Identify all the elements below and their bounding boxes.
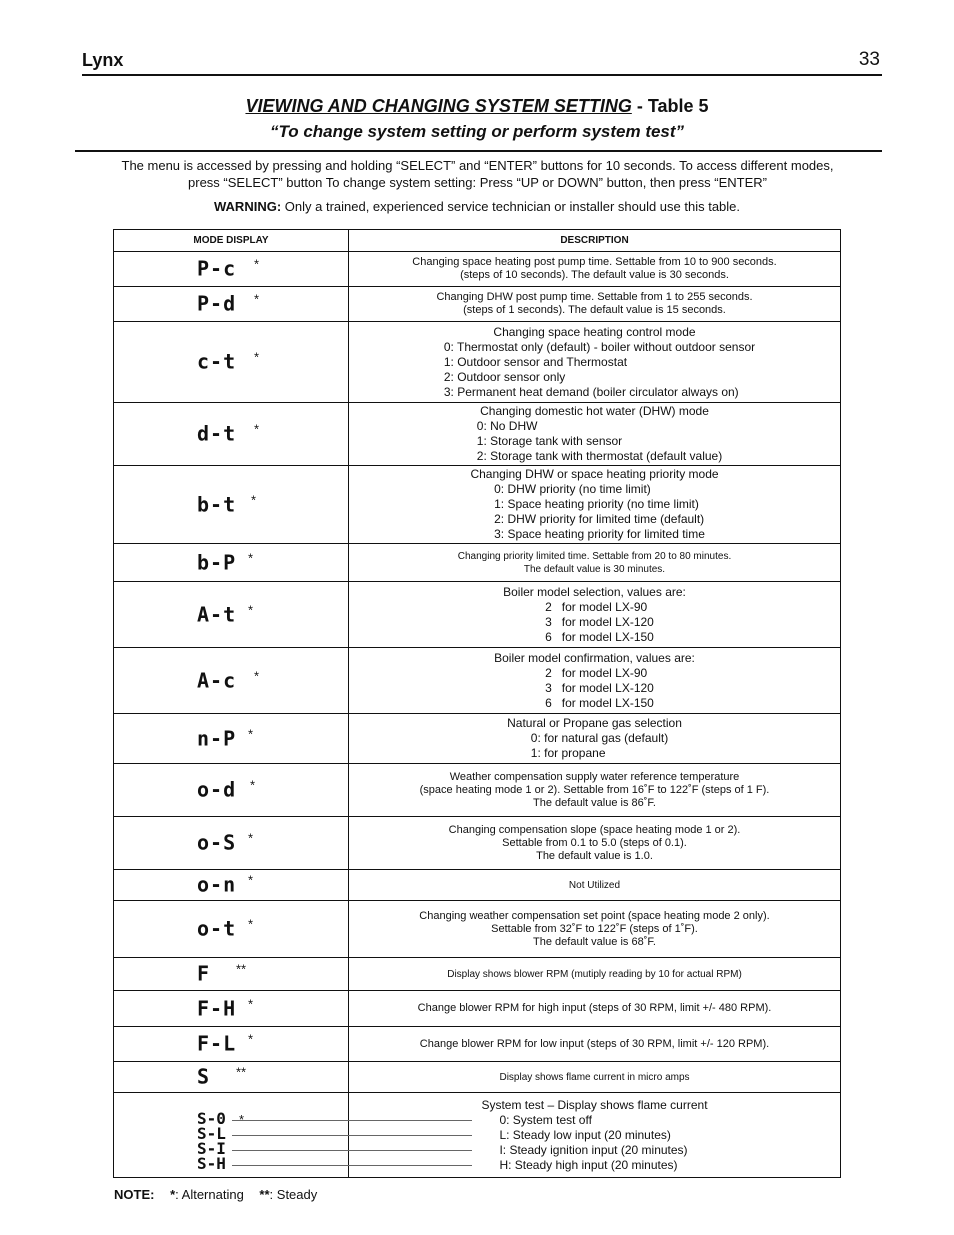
description-line: Changing weather compensation set point (space heating mode 2 only). <box>419 909 770 922</box>
option-item: L: Steady low input (20 minutes) <box>499 1127 671 1142</box>
description-line: Changing DHW post pump time. Settable from 1 to 255 seconds. <box>436 291 753 303</box>
mode-code: o-n <box>197 872 237 897</box>
option-list <box>545 666 654 711</box>
option-item: 3: Permanent heat demand (boiler circulator always on) <box>443 384 739 399</box>
mode-display-cell <box>114 714 349 763</box>
mode-display-cell <box>114 764 349 816</box>
leader-line <box>232 1135 472 1136</box>
option-item: I: Steady ignition input (20 minutes) <box>499 1142 688 1157</box>
description-line: Changing priority limited time. Settable from 20 to 80 minutes. <box>457 550 732 562</box>
leader-line <box>232 1165 472 1166</box>
description-heading: Changing space heating control mode <box>493 324 696 339</box>
description-line: (steps of 1 seconds). The default value is 15 seconds. <box>463 304 726 316</box>
description-line: (steps of 10 seconds). The default value is 30 seconds. <box>460 269 729 281</box>
option-item: 0: for natural gas (default) <box>530 731 669 745</box>
mode-mark: * <box>248 725 254 741</box>
option-item: 6 for model LX-150 <box>545 695 654 710</box>
mode-code: F-H <box>197 996 237 1021</box>
mode-mark: * <box>248 601 254 617</box>
option-item: 3: Space heating priority for limited time <box>494 527 705 541</box>
title-separator: - <box>631 96 648 116</box>
settings-table <box>113 229 841 1178</box>
table-row <box>114 991 840 1027</box>
option-item: 2: Storage tank with thermostat (default value) <box>476 449 723 463</box>
description-line: The default value is 86˚F. <box>533 796 656 809</box>
mode-mark: * <box>248 995 254 1011</box>
table-row <box>114 764 840 817</box>
mode-code: n-P <box>197 726 237 751</box>
option-item: 0: System test off <box>499 1112 592 1127</box>
warning-body: Only a trained, experienced service technician or installer should use this table. <box>281 199 741 214</box>
table-row <box>114 403 840 466</box>
description-cell <box>349 1027 840 1061</box>
description-cell <box>349 287 840 321</box>
description-cell <box>349 958 840 990</box>
description-heading: System test – Display shows flame current <box>481 1097 708 1112</box>
table-row <box>114 648 840 714</box>
mode-code: A-c <box>197 668 237 693</box>
description-cell <box>349 322 840 402</box>
mode-display-cell <box>114 1062 349 1092</box>
description-cell <box>349 714 840 763</box>
table-row <box>114 287 840 322</box>
system-test-row <box>114 1093 840 1177</box>
description-line: Weather compensation supply water reference temperature <box>449 770 740 783</box>
mode-mark: ** <box>236 1064 247 1080</box>
table-row <box>114 252 840 287</box>
mode-code: F-L <box>197 1031 237 1056</box>
table-row <box>114 901 840 958</box>
mode-mark: * <box>248 830 254 846</box>
option-item: H: Steady high input (20 minutes) <box>499 1157 678 1172</box>
mode-display-cell <box>114 544 349 581</box>
mode-display-cell <box>114 287 349 321</box>
description-cell <box>349 466 840 543</box>
system-test-code: S-I <box>197 1139 226 1158</box>
table-row <box>114 322 840 403</box>
system-test-code: S-H <box>197 1154 226 1173</box>
mode-code: b-P <box>197 550 237 575</box>
system-test-code: S-L <box>197 1124 226 1143</box>
mode-mark: * <box>248 1031 254 1047</box>
description-cell <box>349 764 840 816</box>
mode-mark: * <box>254 256 260 272</box>
table-label: Table 5 <box>647 96 709 116</box>
description-line: The default value is 30 minutes. <box>523 563 666 575</box>
table-header-row <box>114 230 840 252</box>
mode-display-cell <box>114 991 349 1026</box>
mode-code: S <box>197 1064 211 1089</box>
description-cell <box>349 252 840 286</box>
note-label: NOTE: <box>114 1187 155 1202</box>
description-line: The default value is 1.0. <box>536 849 653 862</box>
mode-display-cell <box>114 252 349 286</box>
description-line: Settable from 0.1 to 5.0 (steps of 0.1). <box>502 836 687 849</box>
description-line: Display shows flame current in micro amps <box>499 1071 690 1083</box>
note-alt-mark: * <box>170 1187 176 1202</box>
option-item: 2 for model LX-90 <box>545 665 648 680</box>
description-line: The default value is 68˚F. <box>533 935 656 948</box>
description-line: Not Utilized <box>568 879 621 891</box>
mode-code: b-t <box>197 492 237 517</box>
table-row <box>114 870 840 901</box>
mode-mark: * <box>248 872 254 888</box>
table-row <box>114 958 840 991</box>
mode-code: P-d <box>197 291 237 316</box>
page-subtitle: “To change system setting or perform system test” <box>269 122 685 141</box>
page-title <box>0 96 954 117</box>
description-line: (space heating mode 1 or 2). Settable from 16˚F to 122˚F (steps of 1 F). <box>419 783 770 796</box>
option-item: 2: DHW priority for limited time (default) <box>494 512 705 526</box>
table-row <box>114 466 840 544</box>
page-number: 33 <box>858 49 880 70</box>
description-line: Display shows blower RPM (mutiply reading by 10 for actual RPM) <box>447 968 742 980</box>
intro-text <box>80 157 875 191</box>
description-cell <box>349 648 840 713</box>
mode-display-cell <box>114 582 349 647</box>
title-main: VIEWING AND CHANGING SYSTEM SETTING <box>245 96 632 116</box>
description-cell <box>349 991 840 1026</box>
description-heading: Boiler model confirmation, values are: <box>494 650 695 665</box>
mode-mark: * <box>248 916 254 932</box>
mode-code: c-t <box>197 349 237 374</box>
mode-code: d-t <box>197 421 237 446</box>
option-list <box>499 1113 687 1173</box>
mode-display-cell <box>114 870 349 900</box>
table-row <box>114 1027 840 1062</box>
option-item: 3 for model LX-120 <box>545 614 654 629</box>
mode-display-cell <box>114 403 349 465</box>
note-steady-mark: ** <box>259 1187 270 1202</box>
option-item: 2: Outdoor sensor only <box>443 369 566 384</box>
mode-code: o-t <box>197 916 237 941</box>
warning-text <box>0 199 954 214</box>
mode-display-cell <box>114 958 349 990</box>
table-row <box>114 582 840 648</box>
mode-display-cell <box>114 648 349 713</box>
mode-display-cell <box>114 817 349 869</box>
option-item: 1: Storage tank with sensor <box>476 434 623 448</box>
mode-code: P-c <box>197 256 237 281</box>
description-line: Change blower RPM for high input (steps of 30 RPM, limit +/- 480 RPM). <box>417 1002 772 1014</box>
option-list <box>545 600 654 645</box>
system-test-mark: * <box>239 1112 245 1127</box>
description-cell <box>349 544 840 581</box>
mode-mark: * <box>254 667 260 683</box>
option-item: 3 for model LX-120 <box>545 680 654 695</box>
mode-display-cell <box>114 1027 349 1061</box>
system-test-code: S-0 <box>197 1109 226 1128</box>
table-row <box>114 1062 840 1093</box>
table-note <box>114 1187 317 1202</box>
description-heading: Changing DHW or space heating priority mode <box>470 467 719 481</box>
mode-mark: * <box>251 491 257 507</box>
mode-mark: ** <box>236 961 247 977</box>
mode-code: o-d <box>197 777 237 802</box>
mode-mark: * <box>254 349 260 365</box>
description-cell <box>349 1062 840 1092</box>
table-row <box>114 714 840 764</box>
note-alt-text: : Alternating <box>175 1187 244 1202</box>
description-line: Change blower RPM for low input (steps of 30 RPM, limit +/- 120 RPM). <box>419 1037 770 1050</box>
option-list <box>444 340 755 400</box>
header-mode-display: MODE DISPLAY <box>114 230 349 251</box>
description-cell <box>349 403 840 465</box>
option-item: 6 for model LX-150 <box>545 629 654 644</box>
mode-mark: * <box>254 291 260 307</box>
mode-code: A-t <box>197 602 237 627</box>
leader-line <box>232 1150 472 1151</box>
option-list <box>531 731 668 761</box>
mode-display-cell <box>114 466 349 543</box>
description-cell <box>349 901 840 957</box>
page-header <box>82 48 882 76</box>
description-cell <box>349 817 840 869</box>
mode-mark: * <box>250 777 256 793</box>
mode-mark: * <box>248 549 254 565</box>
description-heading: Natural or Propane gas selection <box>507 716 682 730</box>
description-line: Changing space heating post pump time. Settable from 10 to 900 seconds. <box>412 256 777 268</box>
mode-code: F <box>197 961 211 986</box>
option-list <box>477 419 722 464</box>
option-item: 2 for model LX-90 <box>545 599 648 614</box>
option-item: 0: Thermostat only (default) - boiler without outdoor sensor <box>443 339 756 354</box>
mode-mark: * <box>254 421 260 437</box>
option-list <box>494 482 705 542</box>
mode-code: o-S <box>197 830 237 855</box>
description-cell <box>349 870 840 900</box>
brand-name: Lynx <box>82 50 124 70</box>
intro-line-1: The menu is accessed by pressing and holding “SELECT” and “ENTER” buttons for 10 seconds. To access different modes, <box>121 158 834 173</box>
option-item: 1: Space heating priority (no time limit) <box>494 497 699 511</box>
leader-line <box>232 1120 472 1121</box>
description-heading: Changing domestic hot water (DHW) mode <box>480 404 709 418</box>
table-row <box>114 544 840 582</box>
description-line: Changing compensation slope (space heating mode 1 or 2). <box>448 823 741 836</box>
description-cell <box>349 582 840 647</box>
title-divider <box>75 150 882 152</box>
table-row <box>114 817 840 870</box>
note-steady-text: : Steady <box>269 1187 318 1202</box>
intro-line-2: press “SELECT” button To change system setting: Press “UP or DOWN” button, then press “ENTER” <box>188 175 767 190</box>
mode-display-cell <box>114 901 349 957</box>
header-description: DESCRIPTION <box>560 235 629 246</box>
warning-label: WARNING: <box>213 199 282 214</box>
option-item: 1: Outdoor sensor and Thermostat <box>443 354 628 369</box>
option-item: 0: No DHW <box>476 419 538 433</box>
description-heading: Boiler model selection, values are: <box>503 584 686 599</box>
option-item: 1: for propane <box>530 746 606 760</box>
mode-display-cell <box>114 322 349 402</box>
option-item: 0: DHW priority (no time limit) <box>494 482 651 496</box>
description-line: Settable from 32˚F to 122˚F (steps of 1˚F). <box>491 922 698 935</box>
